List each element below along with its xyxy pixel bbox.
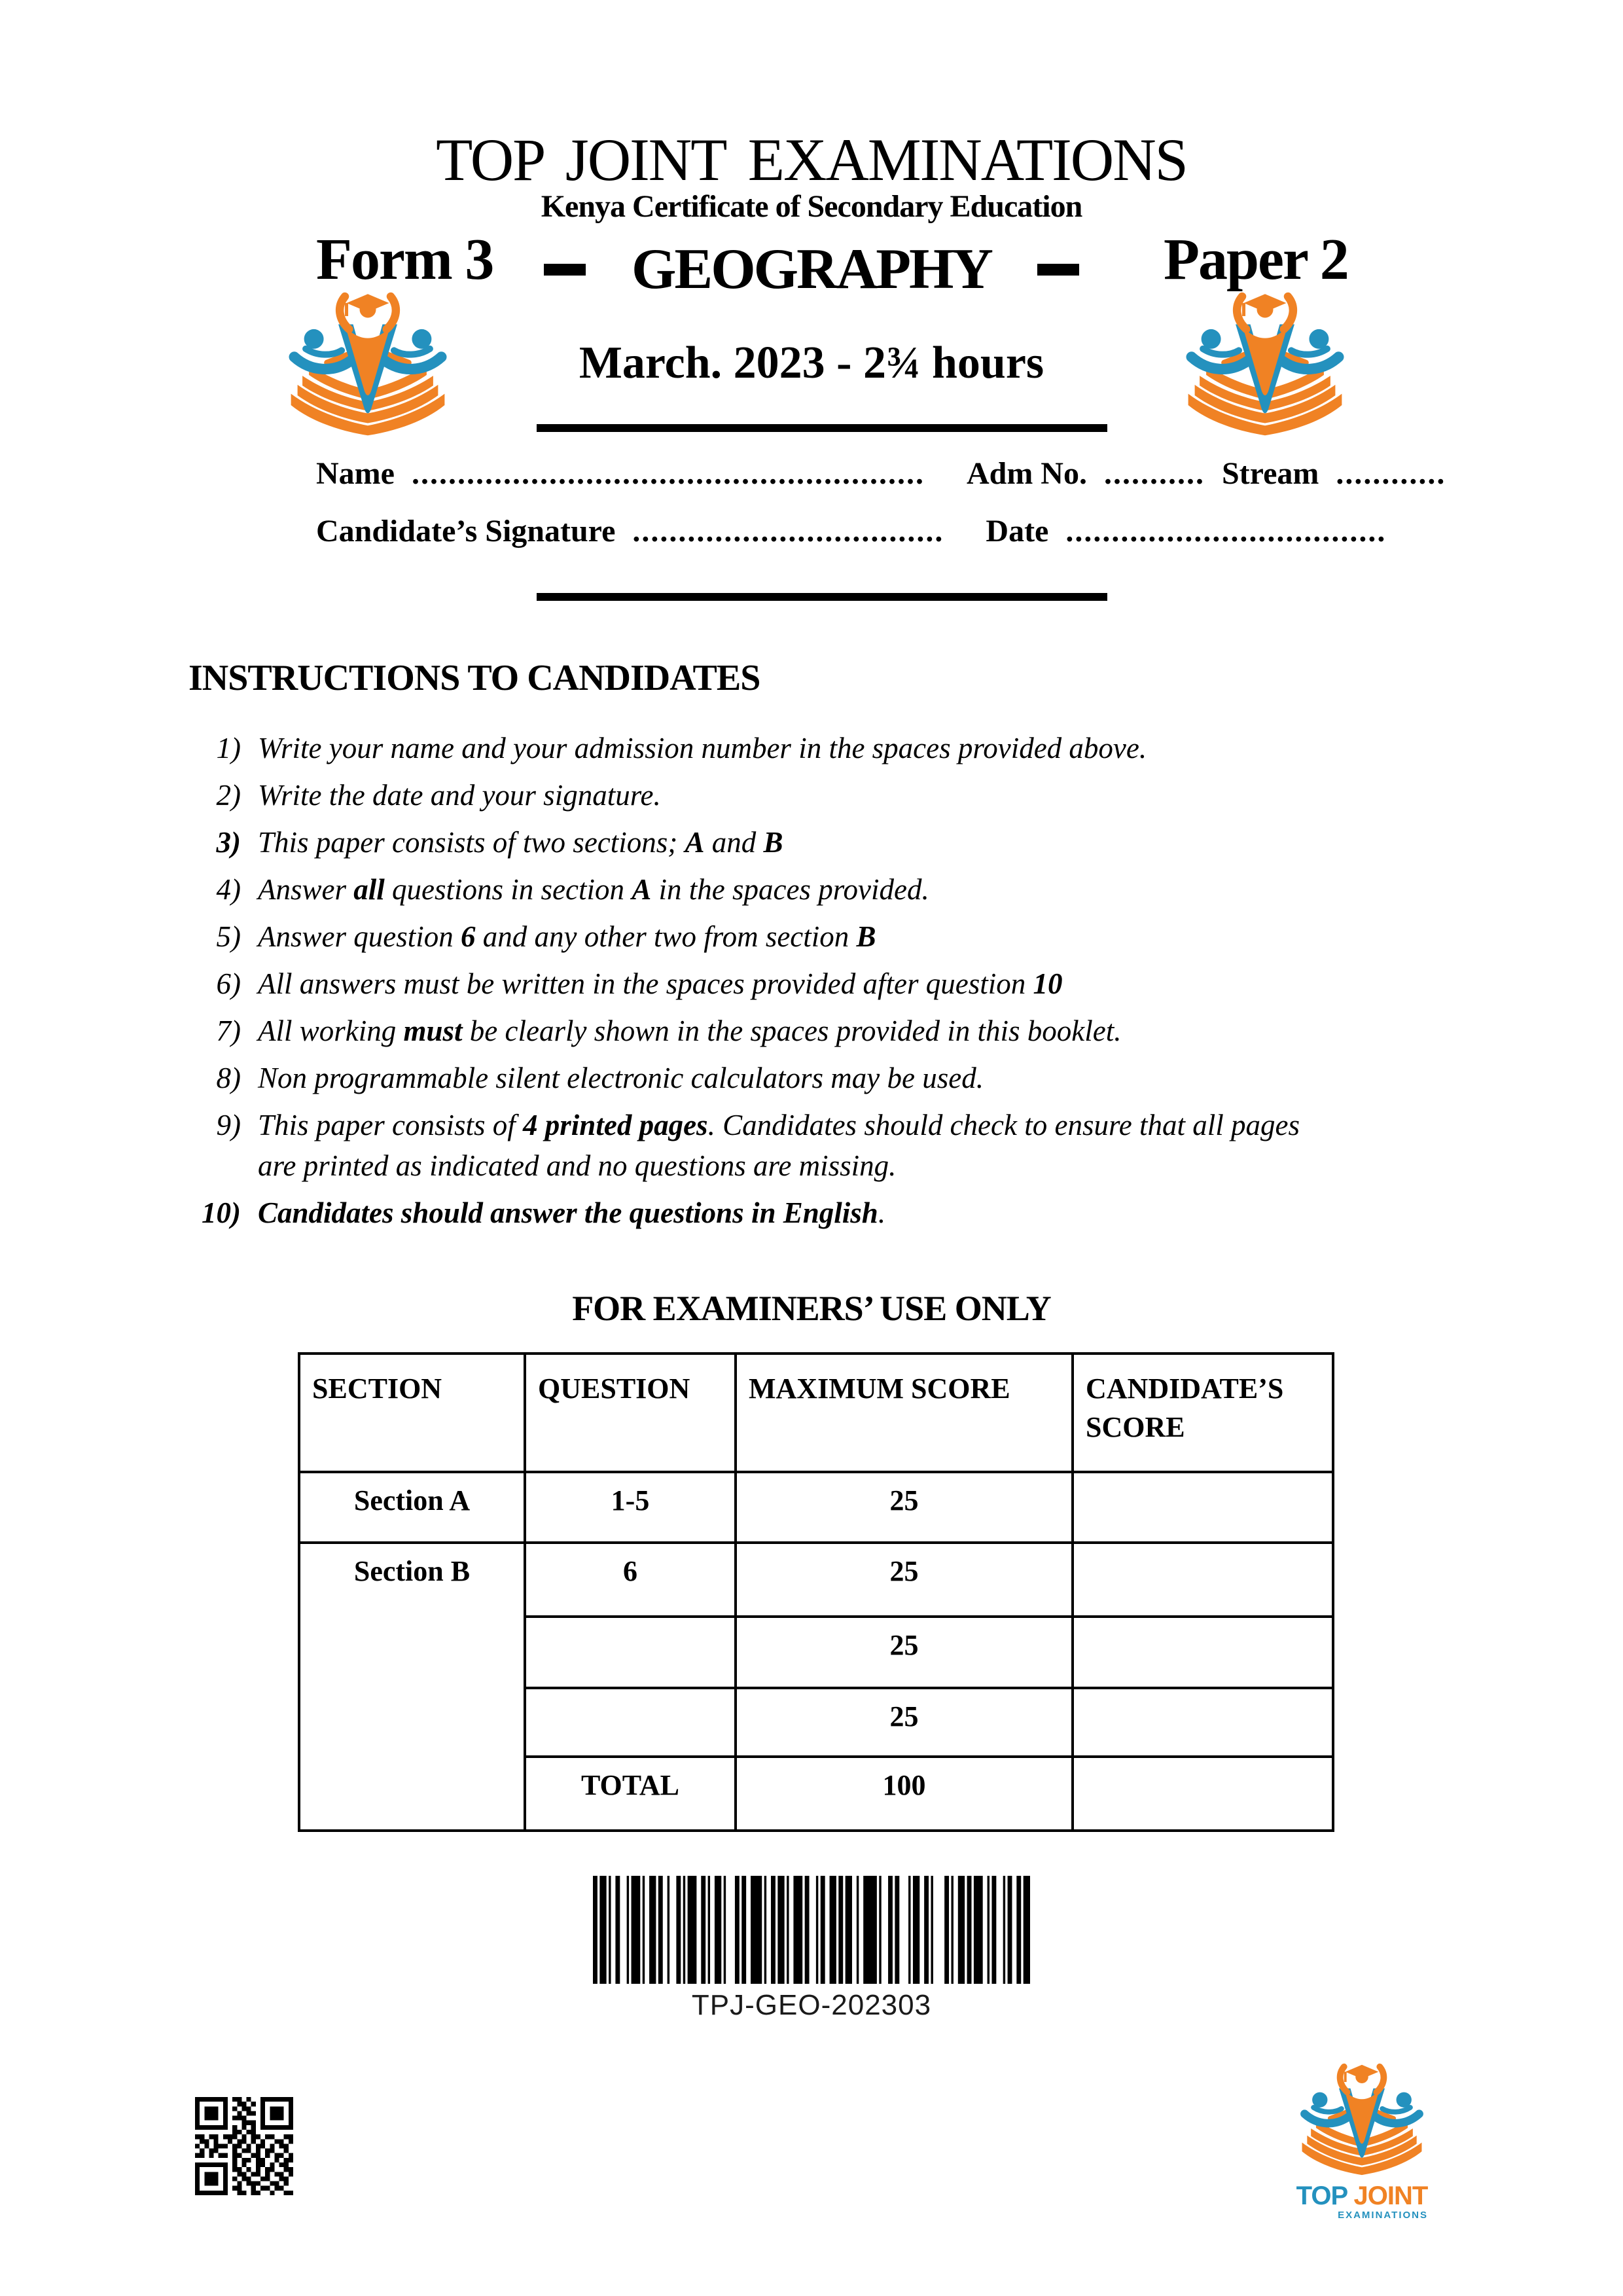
instruction-text: This paper consists of 4 printed pages. Candidates should check to ensure that all pages are printed as indicated and no questions are missing. (258, 1109, 1300, 1182)
form-level-label: Form 3 (316, 227, 493, 292)
instruction-item (196, 1011, 1374, 1051)
signature-field-blank: .................................. (632, 514, 944, 548)
cell-section-a: Section A (299, 1472, 525, 1543)
instruction-item (196, 1193, 1374, 1233)
barcode-label: TPJ-GEO-202303 (691, 1989, 932, 2021)
cell-total-label: TOTAL (525, 1757, 736, 1831)
instruction-item (196, 1058, 1374, 1098)
barcode-image (593, 1876, 1030, 1984)
adm-no-field-blank: ........... (1103, 456, 1205, 491)
top-joint-emblem (1295, 2059, 1429, 2177)
col-header-maximum-score: MAXIMUM SCORE (736, 1354, 1073, 1472)
instruction-number: 2) (216, 779, 241, 812)
cell-candidate-score-blank (1073, 1543, 1333, 1617)
cell-question-blank (525, 1688, 736, 1757)
adm-no-field-label: Adm No. (966, 456, 1087, 491)
cell-candidate-score-blank (1073, 1688, 1333, 1757)
stream-field-label: Stream (1221, 456, 1319, 491)
instruction-number: 5) (216, 920, 241, 953)
date-field-blank: ................................... (1065, 514, 1387, 548)
stream-field-blank: ............ (1336, 456, 1446, 491)
exam-date-duration: March. 2023 - 2¾ hours (579, 338, 1044, 388)
cell-max-score: 25 (736, 1617, 1073, 1688)
instruction-text: Non programmable silent electronic calculators may be used. (258, 1062, 984, 1094)
instruction-number: 7) (216, 1014, 241, 1047)
instruction-number: 4) (216, 873, 241, 906)
examiners-table (298, 1352, 1334, 1832)
subject-dash-left (544, 264, 586, 276)
cell-total-score: 100 (736, 1757, 1073, 1831)
instructions-heading: INSTRUCTIONS TO CANDIDATES (188, 658, 760, 698)
instruction-item (196, 775, 1374, 816)
cell-candidate-score-blank (1073, 1757, 1333, 1831)
cell-question-1-5: 1-5 (525, 1472, 736, 1543)
col-header-question: QUESTION (525, 1354, 736, 1472)
col-header-candidate-score: CANDIDATE’S SCORE (1073, 1354, 1333, 1472)
signature-row (316, 514, 1386, 549)
examiners-use-heading: FOR EXAMINERS’ USE ONLY (572, 1289, 1051, 1328)
instruction-number: 10) (202, 1196, 241, 1229)
instruction-number: 3) (216, 826, 241, 859)
instruction-text: All answers must be written in the spaces provided after question 10 (258, 967, 1063, 1000)
instruction-number: 9) (216, 1109, 241, 1141)
instruction-text: Candidates should answer the questions in English. (258, 1196, 886, 1229)
table-row-section-a (299, 1472, 1333, 1543)
cell-question-blank (525, 1617, 736, 1688)
instruction-item (196, 916, 1374, 957)
instruction-item (196, 728, 1374, 768)
logo-word-examinations: EXAMINATIONS (1338, 2210, 1428, 2221)
signature-field-label: Candidate’s Signature (316, 514, 616, 548)
instruction-number: 1) (216, 732, 241, 764)
subject-row (0, 238, 1623, 301)
subject-title: GEOGRAPHY (632, 238, 991, 301)
name-field-label: Name (316, 456, 395, 491)
col-header-section: SECTION (299, 1354, 525, 1472)
divider-rule-top (537, 424, 1107, 432)
qr-code (195, 2097, 293, 2195)
table-row-question-6 (299, 1543, 1333, 1617)
instruction-text: Write your name and your admission number in the spaces provided above. (258, 732, 1147, 764)
barcode-block (593, 1876, 1030, 2022)
instruction-number: 8) (216, 1062, 241, 1094)
instruction-text: All working must be clearly shown in the spaces provided in this booklet. (258, 1014, 1122, 1047)
instructions-list (196, 728, 1374, 1240)
instruction-item (196, 869, 1374, 910)
cell-candidate-score-blank (1073, 1617, 1333, 1688)
date-field-label: Date (986, 514, 1049, 548)
logo-wordmark (1294, 2183, 1429, 2209)
table-header-row (299, 1354, 1333, 1472)
exam-body-title: TOP JOINT EXAMINATIONS (436, 126, 1187, 193)
subject-dash-right (1037, 264, 1079, 276)
top-joint-logo-footer (1294, 2059, 1429, 2221)
logo-word-top: TOP (1296, 2181, 1347, 2210)
cell-max-score: 25 (736, 1472, 1073, 1543)
cell-max-score: 25 (736, 1543, 1073, 1617)
instruction-text: This paper consists of two sections; A and B (258, 826, 783, 859)
divider-rule-bottom (537, 593, 1107, 601)
cell-section-b: Section B (299, 1543, 525, 1831)
cell-max-score: 25 (736, 1688, 1073, 1757)
instruction-text: Write the date and your signature. (258, 779, 661, 812)
instruction-item (196, 822, 1374, 863)
instruction-item (196, 1105, 1374, 1186)
instruction-item (196, 963, 1374, 1004)
instruction-text: Answer all questions in section A in the spaces provided. (258, 873, 929, 906)
logo-word-joint: JOINT (1353, 2181, 1428, 2210)
exam-subtitle: Kenya Certificate of Secondary Education (541, 189, 1082, 224)
instruction-number: 6) (216, 967, 241, 1000)
cell-candidate-score-blank (1073, 1472, 1333, 1543)
name-row (316, 457, 1446, 492)
paper-number-label: Paper 2 (1164, 227, 1348, 292)
cell-question-6: 6 (525, 1543, 736, 1617)
name-field-blank: ........................................................ (411, 456, 925, 491)
instruction-text: Answer question 6 and any other two from section B (258, 920, 876, 953)
